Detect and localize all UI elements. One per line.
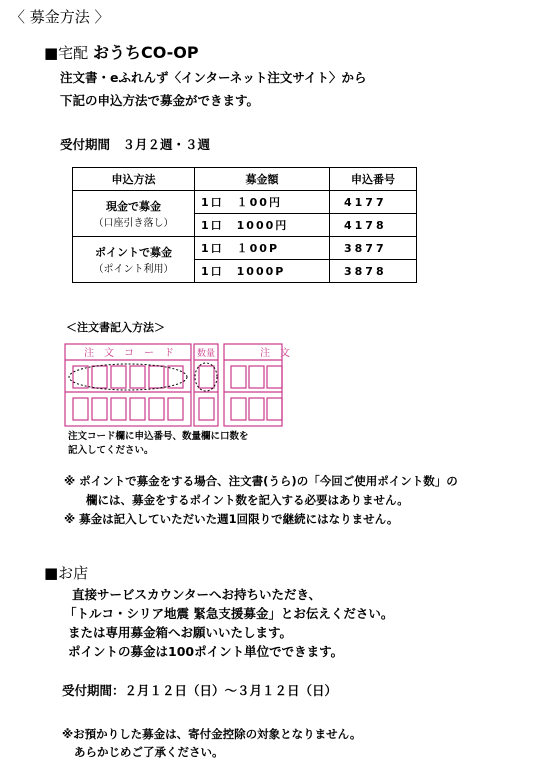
- code-digit-box: [149, 366, 164, 388]
- weekly-note: ※ 募金は記入していただいた週1回限りで継続にはなりません。: [64, 512, 399, 526]
- method-cash-sub: （口座引き落し）: [93, 218, 174, 229]
- code-cell: 3878: [330, 260, 417, 283]
- form-note: [68, 430, 249, 458]
- form-note-line2: 記入してください。: [68, 445, 154, 456]
- order-digit-box: [267, 366, 282, 388]
- form-label-code: 注文コード: [84, 348, 184, 359]
- coop-heading-prefix: ■宅配: [44, 44, 89, 62]
- point-note-line1: ※ ポイントで募金をする場合、注文書(うら)の「今回ご使用ポイント数」の: [64, 474, 458, 488]
- amount-cell: 1口 １00P: [195, 237, 330, 260]
- amount-cell: 1口 1000P: [195, 260, 330, 283]
- store-line2: 「トルコ・シリア地震 緊急支援募金」とお伝えください。: [64, 606, 394, 621]
- code-digit-box: [111, 398, 126, 420]
- order-digit-box: [231, 366, 246, 388]
- code-digit-box: [168, 398, 183, 420]
- store-period: 受付期間：２月１２日（日）～３月１２日（日）: [62, 683, 338, 698]
- store-footnote: [62, 725, 361, 761]
- table-row: [73, 237, 417, 260]
- coop-period: 受付期間 ３月２週・３週: [60, 137, 211, 152]
- store-heading: ■お店: [44, 564, 89, 582]
- footnote-line1: ※お預かりした募金は、寄付金控除の対象となりません。: [62, 727, 362, 741]
- table-header-row: [73, 168, 417, 191]
- qty-digit-box: [199, 398, 214, 420]
- coop-intro-line2: 下記の申込方法で募金ができます。: [60, 93, 260, 108]
- method-cash-label: 現金で募金: [106, 200, 161, 213]
- header-code: 申込番号: [330, 168, 417, 191]
- code-cell: 4178: [330, 214, 417, 237]
- order-digit-box: [231, 398, 246, 420]
- code-digit-box: [92, 398, 107, 420]
- store-line4: ポイントの募金は100ポイント単位でできます。: [68, 644, 344, 659]
- order-digit-box: [249, 398, 264, 420]
- qty-digit-box: [199, 366, 214, 388]
- code-digit-box: [111, 366, 126, 388]
- order-form-illustration: [64, 340, 300, 428]
- code-highlight-ellipse: [69, 364, 187, 390]
- point-note: [64, 472, 458, 529]
- method-cash: [73, 191, 195, 237]
- form-note-line1: 注文コード欄に申込番号、数量欄に口数を: [68, 431, 249, 442]
- point-note-line2: 欄には、募金をするポイント数を記入する必要はありません。: [86, 493, 409, 507]
- code-cell: 3877: [330, 237, 417, 260]
- coop-intro: [60, 66, 366, 112]
- coop-brand: おうちCO-OP: [92, 43, 199, 62]
- code-digit-box: [73, 366, 88, 388]
- coop-intro-line1: 注文書・eふれんず〈インターネット注文サイト〉から: [60, 70, 367, 85]
- table-row: [73, 191, 417, 214]
- amount-cell: 1口 １00円: [195, 191, 330, 214]
- code-digit-box: [92, 366, 107, 388]
- code-digit-box: [73, 398, 88, 420]
- code-digit-box: [149, 398, 164, 420]
- coop-heading: [44, 40, 199, 63]
- header-method: 申込方法: [73, 168, 195, 191]
- order-digit-box: [249, 366, 264, 388]
- code-digit-box: [168, 366, 183, 388]
- header-amount: 募金額: [195, 168, 330, 191]
- code-cell: 4177: [330, 191, 417, 214]
- store-body: [64, 585, 393, 661]
- code-digit-box: [130, 366, 145, 388]
- method-point-sub: （ポイント利用）: [93, 264, 174, 275]
- method-point-label: ポイントで募金: [95, 246, 172, 259]
- order-digit-box: [267, 398, 282, 420]
- form-label-order: 注文: [260, 348, 300, 359]
- donation-table: [72, 167, 417, 283]
- page-title: 〈 募金方法 〉: [10, 8, 110, 26]
- amount-cell: 1口 1000円: [195, 214, 330, 237]
- store-line3: または専用募金箱へお願いいたします。: [68, 625, 293, 640]
- form-title: ＜注文書記入方法＞: [66, 321, 165, 334]
- code-digit-box: [130, 398, 145, 420]
- method-point: [73, 237, 195, 283]
- form-label-qty: 数量: [197, 349, 216, 359]
- store-line1: 直接サービスカウンターへお持ちいただき、: [72, 587, 322, 602]
- footnote-line2: あらかじめご了承ください。: [74, 745, 224, 759]
